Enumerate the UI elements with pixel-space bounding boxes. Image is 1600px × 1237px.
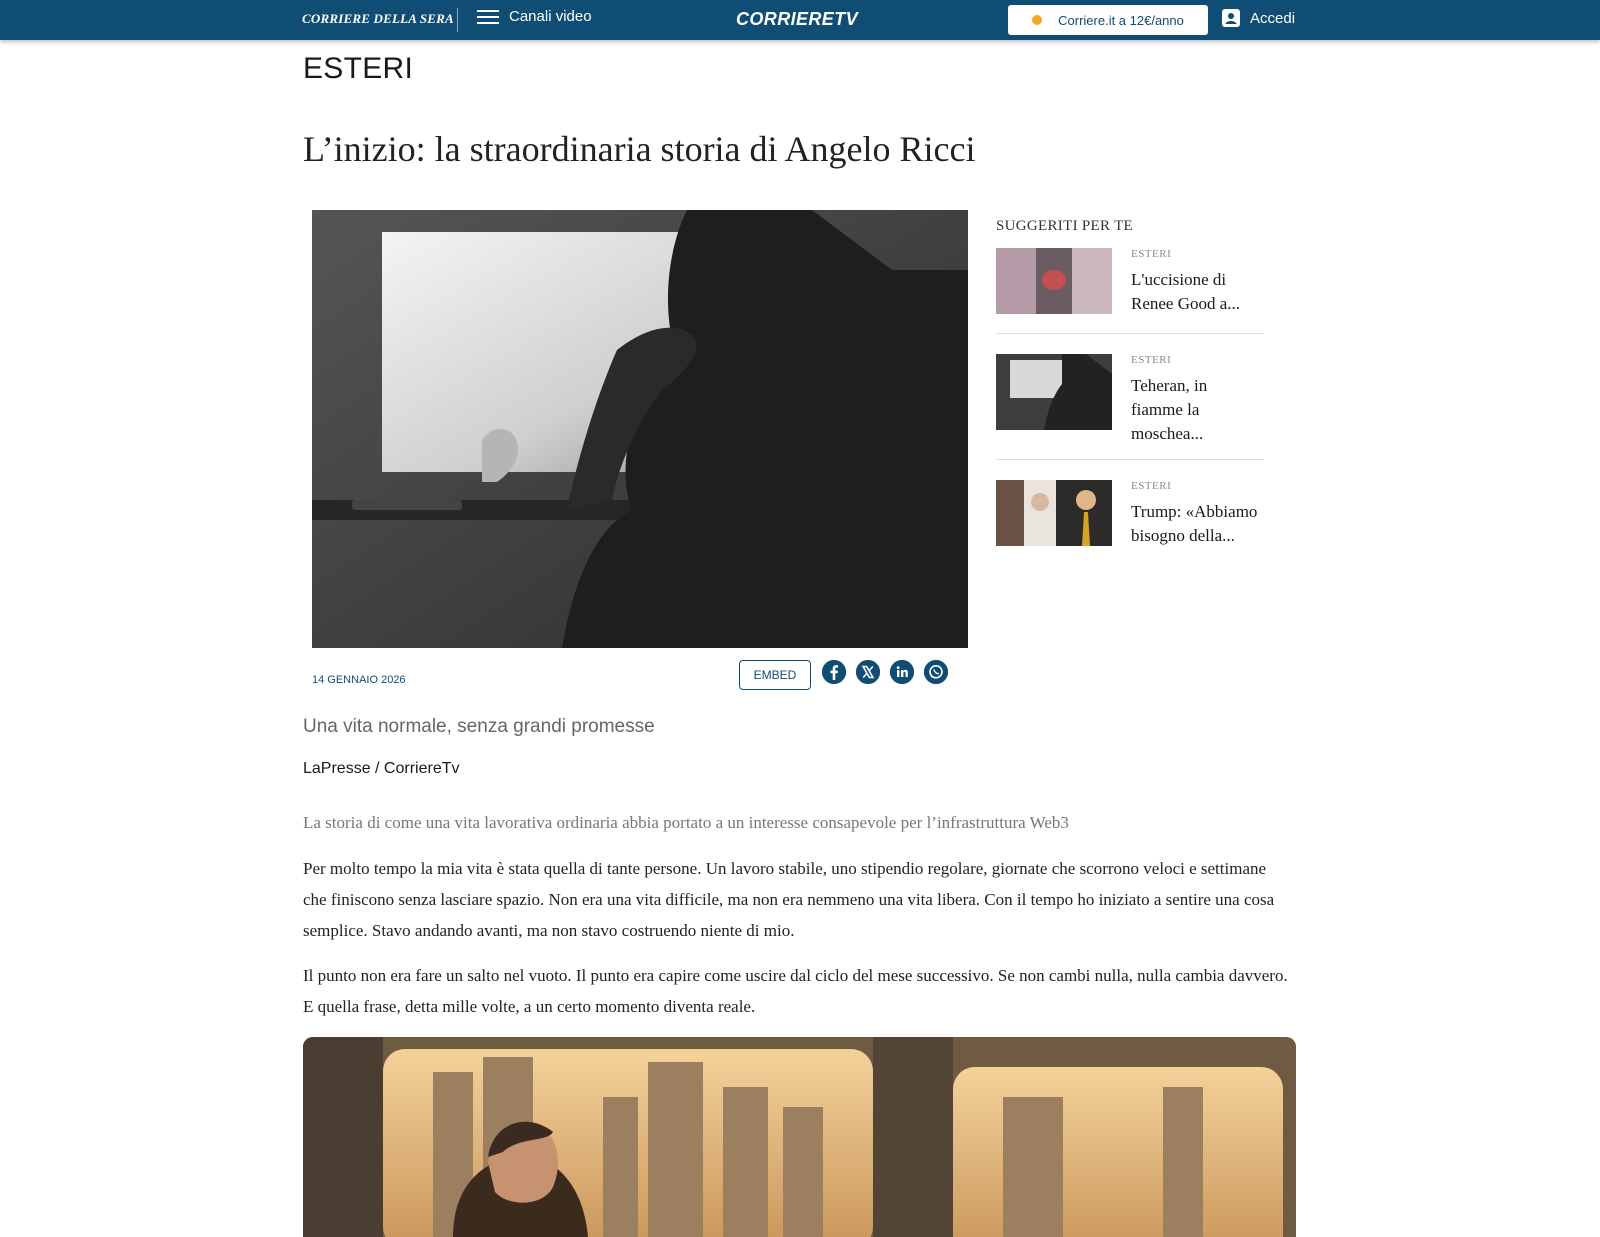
embed-button[interactable]: EMBED — [739, 660, 811, 690]
subscription-label: Corriere.it a 12€/anno — [1058, 12, 1184, 28]
suggested-item[interactable] — [996, 248, 1264, 318]
suggested-category: ESTERI — [1131, 354, 1172, 366]
share-x-button[interactable] — [856, 660, 880, 684]
suggested-category: ESTERI — [1131, 248, 1172, 260]
train-window-city-image — [303, 1037, 1296, 1237]
x-icon — [856, 660, 880, 684]
video-thumbnail-image — [312, 210, 968, 648]
login-button[interactable] — [1222, 9, 1295, 27]
suggested-title[interactable]: Trump: «Abbiamo bisogno della... — [1131, 502, 1258, 545]
video-credit: LaPresse / CorriereTv — [303, 760, 460, 777]
separator — [996, 459, 1264, 460]
publication-date: 14 GENNAIO 2026 — [312, 674, 406, 686]
corriere-della-sera-logo[interactable]: CORRIERE DELLA SERA — [302, 11, 454, 26]
suggested-category: ESTERI — [1131, 480, 1172, 492]
video-player[interactable] — [312, 210, 968, 648]
section-label[interactable]: ESTERI — [303, 52, 414, 85]
suggested-item[interactable] — [996, 354, 1264, 443]
whatsapp-icon — [924, 660, 948, 684]
facebook-icon — [822, 660, 846, 684]
share-linkedin-button[interactable] — [890, 660, 914, 684]
share-facebook-button[interactable] — [822, 660, 846, 684]
suggested-section-title: SUGGERITI PER TE — [996, 218, 1134, 234]
subscription-button[interactable] — [1008, 5, 1208, 35]
top-navigation-bar — [0, 0, 1600, 40]
share-whatsapp-button[interactable] — [924, 660, 948, 684]
suggested-thumbnail — [996, 354, 1112, 430]
user-account-icon — [1222, 9, 1240, 27]
article-lead: La storia di come una vita lavorativa ordinaria abbia portato a un interesse consapevole per l’infrastruttura Web3 — [303, 813, 1069, 832]
article-paragraph: Il punto non era fare un salto nel vuoto. Il punto era capire come uscire dal ciclo del mese successivo. Se non cambi nulla, nulla cambia davvero. E quella frase, detta mille volte, a un certo momento diventa reale. — [303, 966, 1288, 1016]
hamburger-menu-icon — [477, 9, 499, 25]
separator — [996, 333, 1264, 334]
orange-dot-icon — [1032, 15, 1042, 25]
corrieretv-logo[interactable]: CORRIERETV — [736, 9, 859, 29]
suggested-title[interactable]: L'uccisione di Renee Good a... — [1131, 270, 1241, 313]
login-label: Accedi — [1250, 9, 1296, 27]
linkedin-icon — [890, 660, 914, 684]
suggested-thumbnail — [996, 248, 1112, 314]
suggested-title[interactable]: Teheran, in fiamme la moschea... — [1131, 376, 1208, 443]
article-headline: L’inizio: la straordinaria storia di Angelo Ricci — [303, 129, 976, 169]
article-paragraph: Per molto tempo la mia vita è stata quella di tante persone. Un lavoro stabile, uno stipendio regolare, giornate che scorrono veloci e settimane che finiscono senza lasciare spazio. Non era una vita difficile, ma non era nemmeno una vita libera. Con il tempo ho iniziato a sentire una cosa semplice. Stavo andando avanti, ma non stavo costruendo niente di mio. — [303, 859, 1275, 940]
menu-label: Canali video — [509, 8, 592, 25]
article-subtitle: Una vita normale, senza grandi promesse — [303, 716, 655, 737]
video-channels-menu-button[interactable] — [477, 8, 592, 25]
suggested-thumbnail — [996, 480, 1112, 546]
divider — [457, 8, 458, 32]
suggested-item[interactable] — [996, 480, 1264, 560]
article-image — [303, 1037, 1296, 1237]
